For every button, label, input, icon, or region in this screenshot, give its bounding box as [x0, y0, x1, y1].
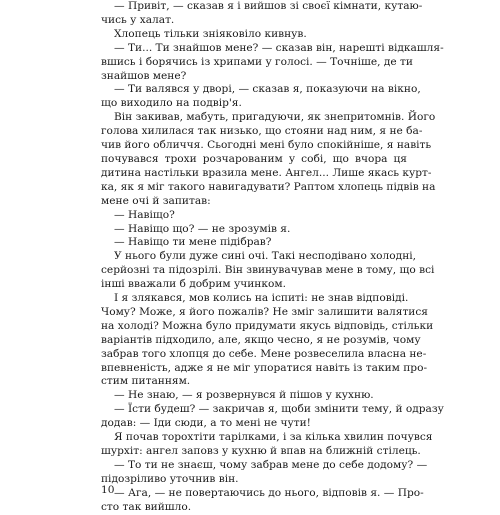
text-line: мене очі й запитав: [101, 194, 211, 207]
text-line: Він закивав, мабуть, пригадуючи, як знепритомнів. Його [114, 111, 436, 124]
text-line: — Ти... Ти знайшов мене? — сказав він, нарешті відкашля- [114, 41, 444, 54]
text-line: голова хилилася так низько, що стояни над ним, я не ба- [101, 125, 423, 138]
text-line: серйозні та підозрілі. Він звинувачував мене в тому, що всі [101, 264, 435, 277]
text-line: стим питанням. [101, 375, 191, 388]
text-line: шурхіт: ангел заповз у кухню й впав на ближній стілець. [101, 445, 421, 457]
text-line: чись у халат. [101, 13, 175, 26]
text-line: — То ти не знаєш, чому забрав мене до себе додому? — [114, 458, 428, 471]
text-line: Я почав торохтіти тарілками, і за кілька хвилин почувся [114, 431, 433, 444]
text-line: І я злякався, мов колись на іспиті: не знав відповіді. [114, 292, 409, 305]
text-line: — Ага, — не повертаючись до нього, відповів я. — Про- [114, 486, 424, 499]
text-line: підозріливо уточнив він. [101, 472, 239, 485]
text-line: що виходило на подвір'я. [101, 97, 242, 110]
text-line: Хлопець тільки зніяковіло кивнув. [114, 27, 307, 40]
page-number: 10 [101, 484, 115, 496]
text-line: ка, як я міг такого навигадувати? Раптом хлопець підвів на [101, 180, 436, 193]
text-line: Чому? Може, я його пожалів? Не зміг залишити валятися [101, 305, 428, 318]
text-line: чив його обличчя. Сьогодні мені було спокійніше, я навіть [101, 139, 432, 152]
text-line: У нього були дуже сині очі. Такі несподівано холодні, [114, 250, 417, 263]
text-line: впевненість, адже я не міг упоратися навіть із таким про- [101, 361, 428, 374]
text-line: варіантів підходило, але, якщо чесно, я не розумів, чому [101, 333, 421, 346]
text-line: — Навіщо ти мене підібрав? [114, 236, 272, 249]
text-line: дитина настільки вразила мене. Ангел... Лише якась курт- [101, 166, 432, 179]
text-line: знайшов мене? [101, 69, 187, 82]
text-line: інші вважали б добрим учинком. [101, 278, 286, 291]
text-line: — Привіт, — сказав я і вийшов зі своєї кімнати, кутаю- [114, 0, 423, 12]
text-line: — Не знаю, — я розвернувся й пішов у кухню. [114, 389, 374, 402]
text-line: — Ти валявся у дворі, — сказав я, показуючи на вікно, [114, 83, 421, 96]
text-line: вшись і борячись із хрипами у голосі. — Точніше, де ти [101, 55, 413, 68]
text-line: — Навіщо що? — не зрозумів я. [114, 222, 291, 235]
text-line: почувався трохи розчарованим у собі, що вчора ця [101, 152, 407, 165]
text-line: сто так вийшло. [101, 500, 192, 513]
text-line: — Навіщо? [114, 208, 175, 221]
text-line: забрав того хлопця до себе. Мене розвеселила власна не- [101, 347, 427, 360]
page-body-text [101, 0, 444, 515]
text-line: — Їсти будеш? — закричав я, щоби змінити тему, й одразу [114, 403, 444, 416]
text-line: додав: — Іди сюди, а то мені не чути! [101, 417, 311, 430]
text-line: на холоді? Можна було придумати якусь відповідь, стільки [101, 319, 434, 332]
